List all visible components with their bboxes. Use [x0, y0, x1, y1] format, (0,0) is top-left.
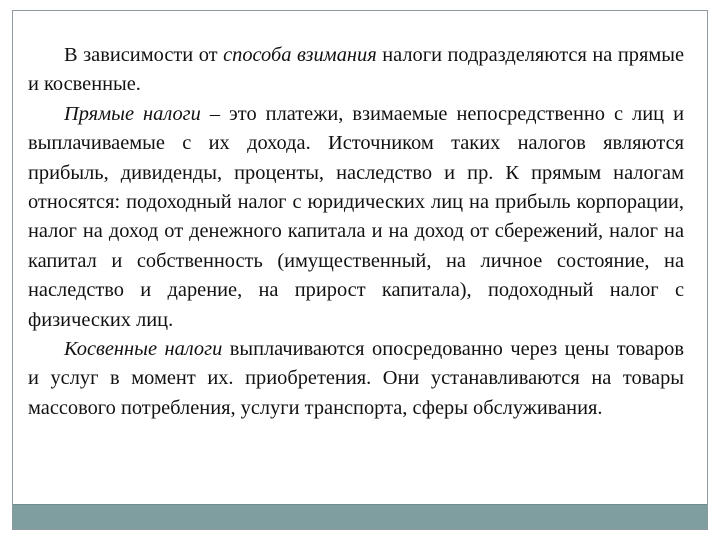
footer-bar — [13, 504, 707, 529]
italic-term-indirect-taxes: Косвенные налоги — [64, 338, 223, 361]
text-run: В зависимости от — [64, 44, 224, 66]
text-run: налоги подразделяются на прямые и косвенные. — [28, 44, 684, 96]
text-run: выплачиваются опосредованно через цены товаров и услуг в момент их. приобретения. Они устанавливаются на товары массового потребления, услуги транспорта, сферы обслуживания. — [28, 338, 684, 419]
paragraph-indirect-taxes — [28, 335, 684, 423]
paragraph-direct-taxes — [28, 100, 684, 335]
italic-term-direct-taxes: Прямые налоги — [64, 102, 201, 125]
slide — [12, 10, 708, 530]
slide-body-text — [28, 41, 684, 423]
text-run: – это платежи, взимаемые непосредственно с лиц и выплачиваемые с их дохода. Источником таких налогов являются прибыль, дивиденды, проценты, наследство и пр. К прямым налогам относятся: подоходный налог с юридических лиц на прибыль корпорации, налог на доход от денежного капитала и на доход от сбережений, налог на капитал и собственность (имущественный, на личное состояние, на наследство и дарение, на прирост капитала), подоходный налог с физических лиц. — [28, 102, 684, 331]
italic-term-collection-method: способа взимания — [223, 44, 377, 66]
paragraph-tax-classification — [28, 41, 684, 100]
